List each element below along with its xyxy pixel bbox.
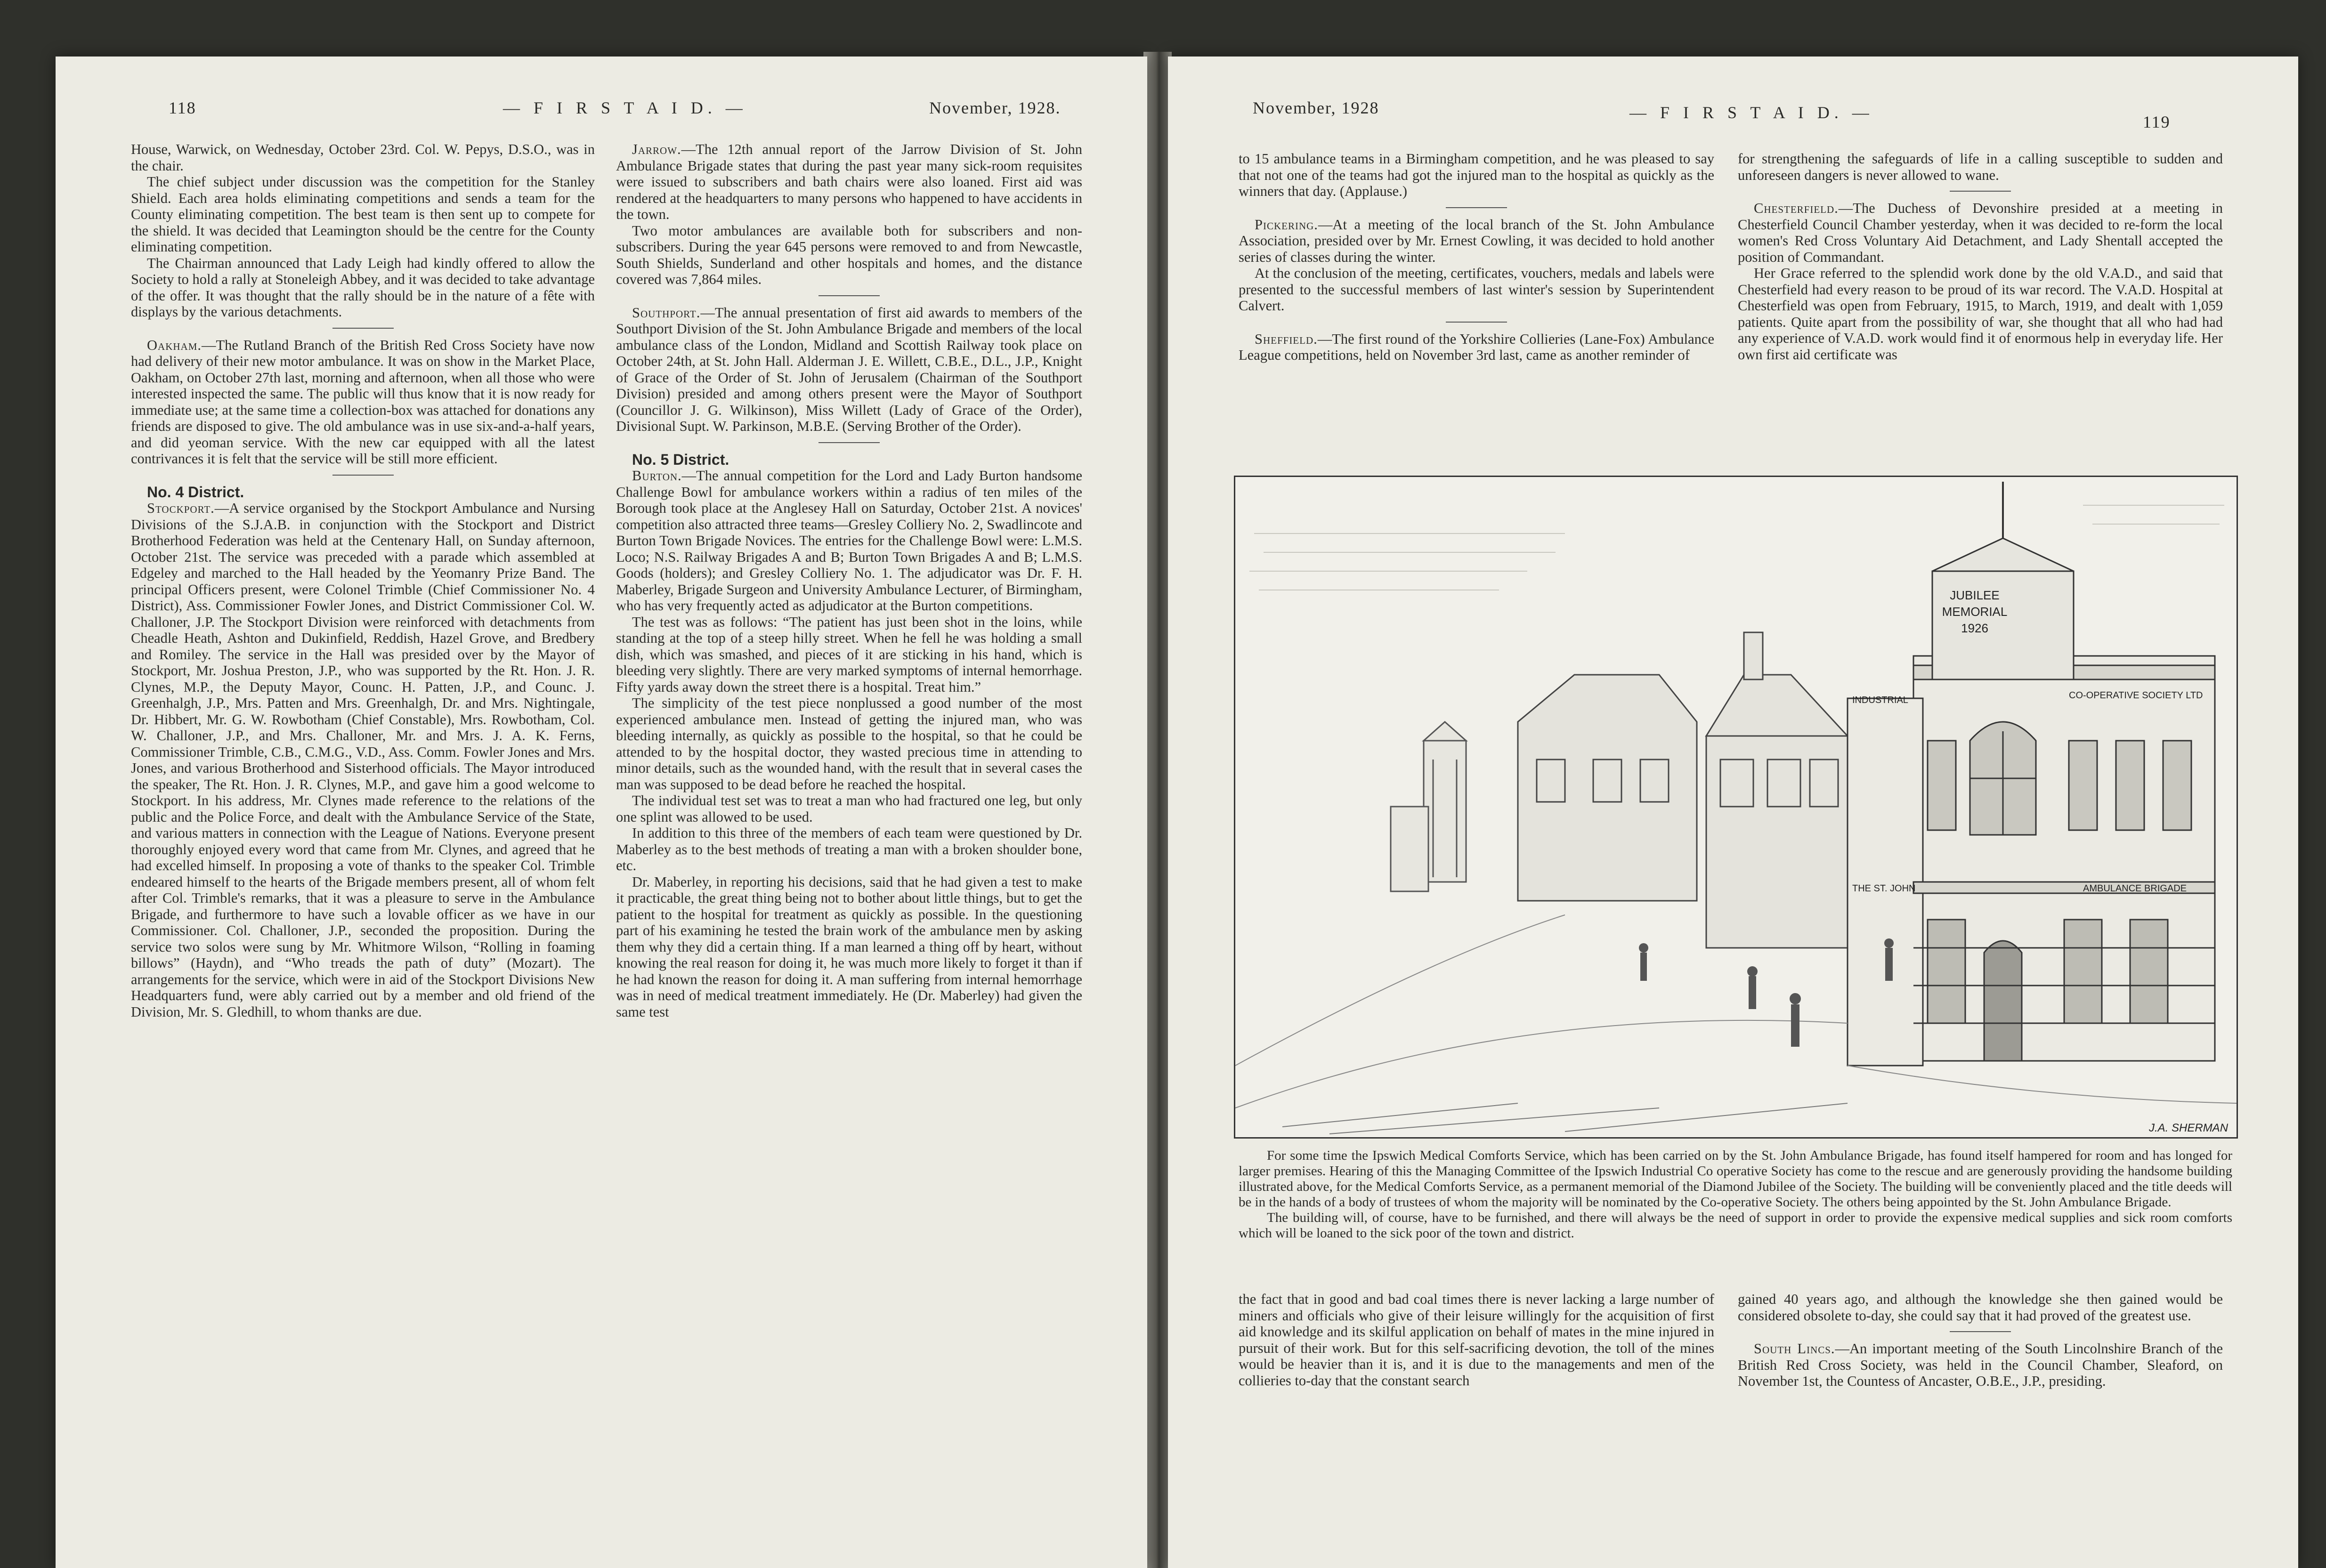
section-rule	[1950, 1331, 2011, 1332]
paragraph: Her Grace referred to the splendid work done by the old V.A.D., and said that Chesterfield had every reason to be proud of its war record. The V.A.D. Hospital at Chesterfield was open from February, 1915, to March, 1919, and dealt with 1,059 patients. Quite apart from the possibility of war, she thought that all who had had any experience of V.A.D. work would find it of enormous help in everyday life. Her own first aid certificate was	[1738, 265, 2223, 363]
article-sheffield	[1239, 331, 1714, 364]
district-heading: No. 4 District.	[147, 483, 244, 501]
sign-year: 1926	[1961, 621, 1988, 635]
page-number: 118	[169, 98, 196, 117]
right-column-1-bottom	[1239, 1291, 1714, 1389]
paragraph: The test was as follows: “The patient has just been shot in the loins, while standing at the top of a steep hilly street. When he fell he was holding a small dish, which was smashed, and pieces of it are sticking in his hand, which is bleeding very slightly. There are very marked symptoms of internal hemorrhage. Fifty yards away down the street there is a hospital. Treat him.”	[616, 614, 1082, 695]
paragraph: The chief subject under discussion was the competition for the Stanley Shield. Each area holds eliminating competitions and sends a team for the County eliminating competition. The best team is then sent up to compete for the shield. It was decided that Leamington should be the centre for the County eliminating competition.	[131, 174, 595, 255]
section-rule	[1446, 322, 1507, 323]
left-column-2	[616, 141, 1082, 1020]
place-heading: Sheffield.	[1255, 331, 1318, 347]
artist-signature: J.A. SHERMAN	[2149, 1122, 2229, 1134]
section-rule	[332, 328, 394, 329]
place-heading: Jarrow.	[632, 141, 681, 157]
place-heading: Oakham.	[147, 337, 202, 353]
caption-paragraph: For some time the Ipswich Medical Comforts Service, which has been carried on by the St. John Ambulance Brigade, has found itself hampered for room and has longed for larger premises. Hearing of this the Managing Committee of the Ipswich Industrial Co operative Society has come to the rescue and are generously providing the handsome building illustrated above, for the Medical Comforts Service, as a permanent memorial of the Diamond Jubilee of the Society. The building will be conveniently placed and the title deeds will be in the hands of a body of trustees of whom the majority will be nominated by the Co-operative Society. The others being appointed by the St. John Ambulance Brigade.	[1239, 1148, 2232, 1210]
paragraph: At the conclusion of the meeting, certificates, vouchers, medals and labels were presented to the successful members of last winter's session by Superintendent Calvert.	[1239, 265, 1714, 314]
article-southport	[616, 305, 1082, 435]
article-text: —The first round of the Yorkshire Collieries (Lane-Fox) Ambulance League competitions, held on November 3rd last, came as another reminder of	[1239, 331, 1714, 363]
article-text: —A service organised by the Stockport Ambulance and Nursing Divisions of the S.J.A.B. in conjunction with the Stockport and District Brotherhood Federation was held at the Centenary Hall, on Sunday afternoon, October 21st. The service was preceded with a parade which assembled at Edgeley and marched to the Hall headed by the Yeomanry Prize Band. The principal Officers present, were Colonel Trimble (Chief Commissioner No. 4 District), Ass. Commissioner Fowler Jones, and District Commissioner Col. W. Challoner, J.P. The Stockport Division were reinforced with detachments from Cheadle Heath, Ashton and Dukinfield, Reddish, Hazel Grove, and Bredbery and Romiley. The service in the Hall was presided over by the Mayor of Stockport, Mr. Joshua Preston, J.P., who was supported by the Rt. Hon. J. R. Clynes, M.P., the Deputy Mayor, Counc. H. Patten, J.P., and Counc. J. Greenhalgh, J.P., Mrs. Patten and Mrs. Greenhalgh, Dr. and Mrs. Nightingale, Dr. Hibbert, Mr. G. W. Rowbotham (Chief Constable), Mrs. Rowbotham, Col. W. Challoner, J.P., and Mrs. Challoner, Mr. and Mrs. J. A. K. Ferns, Commissioner Trimble, C.B., C.M.G., V.D., Ass. Comm. Fowler Jones and Mrs. Jones, and various Brotherhood and Sisterhood officials. The Mayor introduced the speaker, The Rt. Hon. J. R. Clynes, M.P., and gave him a good welcome to Stockport. In his address, Mr. Clynes made reference to the relations of the public and the Police Force, and dealt with the Ambulance Service of the State, and various matters in connection with the League of Nations. Everyone present thoroughly enjoyed every word that came from Mr. Clynes, and agreed that he had excelled himself. In proposing a vote of thanks to the speaker Col. Trimble endeared himself to the hearts of the Brigade members present, all of whom felt after Col. Trimble's remarks, that it was a pleasure to serve in the Ambulance Brigade, and furthermore to have such a lovable officer as we have in our Commissioner. Col. Challoner, J.P., seconded the proposition. During the service two solos were sung by Mr. Whitmore Wilson, “Rolling in foaming billows” (Haydn), and “Who treads the path of duty” (Mozart). The arrangements for the service, which were in aid of the Stockport Divisions New Headquarters fund, were ably carried out by a member and old friend of the Division, Mr. S. Gledhill, to whom thanks are due.	[131, 500, 595, 1020]
place-heading: Chesterfield.	[1754, 200, 1839, 216]
article-chesterfield	[1738, 200, 2223, 265]
article-south-lincs	[1738, 1341, 2223, 1390]
place-heading: Pickering.	[1255, 216, 1318, 233]
article-text: —The annual competition for the Lord and Lady Burton handsome Challenge Bowl for ambulance workers within a radius of ten miles of the Borough took place at the Anglesey Hall on Saturday, October 21st. A novices' competition also attracted three teams—Gresley Colliery No. 2, Swadlincote and Burton Town Brigade Novices. The entries for the Challenge Bowl were: L.M.S. Loco; N.S. Railway Brigades A and B; Burton Town Brigades A and B; L.M.S. Goods (holders); and Gresley Colliery No. 1. The adjudicator was Dr. F. H. Maberley, Brigade Surgeon and University Ambulance Lecturer, of Birmingham, who has very frequently acted as adjudicator at the Burton competitions.	[616, 468, 1082, 614]
article-oakham	[131, 337, 595, 467]
article-text: —At a meeting of the local branch of the St. John Ambulance Association, presided over by Mr. Ernest Cowling, it was decided to hold another series of classes during the winter.	[1239, 216, 1714, 265]
sign-st-john: THE ST. JOHN	[1852, 883, 1916, 894]
book-gutter	[1143, 52, 1172, 1568]
article-text: —The Duchess of Devonshire presided at a meeting in Chesterfield Council Chamber yesterday, when it was decided to re-form the local women's Red Cross Voluntary Aid Detachment, and Lady Shentall accepted the position of Commandant.	[1738, 200, 2223, 265]
issue-date: November, 1928.	[929, 98, 1061, 117]
place-heading: Burton.	[632, 468, 682, 484]
paragraph: gained 40 years ago, and although the knowledge she then gained would be considered obsolete to-day, she could say that it had proved of the greatest use.	[1738, 1291, 2223, 1324]
journal-title: — F I R S T A I D. —	[1629, 103, 1874, 122]
journal-title: — F I R S T A I D. —	[503, 98, 747, 117]
building-illustration	[1234, 476, 2238, 1139]
paragraph: In addition to this three of the members of each team were questioned by Dr. Maberley as to the best methods of treating a man with a broken shoulder bone, etc.	[616, 825, 1082, 873]
sign-industrial: INDUSTRIAL	[1852, 695, 1908, 705]
sign-jubilee: JUBILEE	[1950, 588, 2000, 602]
article-burton	[616, 468, 1082, 614]
issue-date: November, 1928	[1253, 98, 1379, 117]
right-column-2-bottom	[1738, 1291, 2223, 1390]
right-column-1-top	[1239, 151, 1714, 364]
illustration-caption	[1239, 1148, 2232, 1241]
sign-memorial: MEMORIAL	[1942, 605, 2008, 619]
paragraph: The individual test set was to treat a man who had fractured one leg, but only one splint was allowed to be used.	[616, 792, 1082, 825]
caption-paragraph: The building will, of course, have to be furnished, and there will always be the need of support in order to provide the expensive medical supplies and sick room comforts which will be loaned to the sick poor of the town and district.	[1239, 1210, 2232, 1241]
section-rule	[332, 475, 394, 476]
left-page	[56, 57, 1147, 1568]
page-number: 119	[2143, 113, 2171, 131]
paragraph: The Chairman announced that Lady Leigh had kindly offered to allow the Society to hold a rally at Stoneleigh Abbey, and it was decided to take advantage of the offer. It was thought that the rally should be in the nature of a fête with displays by the various detachments.	[131, 255, 595, 320]
paragraph: the fact that in good and bad coal times there is never lacking a large number of miners and officials who give of their leisure willingly for the acquisition of first aid knowledge and its skilful application on behalf of mates in the mine injured in pursuit of their work. But for this self-sacrificing devotion, the toll of the mines would be heavier than it is, and it is due to the managements and men of the collieries to-day that the constant search	[1239, 1291, 1714, 1389]
article-stockport	[131, 500, 595, 1020]
paragraph: House, Warwick, on Wednesday, October 23rd. Col. W. Pepys, D.S.O., was in the chair.	[131, 141, 595, 174]
section-rule	[819, 442, 880, 443]
place-heading: South Lincs.	[1754, 1341, 1835, 1357]
right-page	[1168, 57, 2298, 1568]
ambulance-building-drawing	[1235, 477, 2237, 1137]
paragraph: Two motor ambulances are available both for subscribers and non-subscribers. During the year 645 persons were removed to and from Newcastle, South Shields, Sunderland and other hospitals and homes, and the distance covered was 7,864 miles.	[616, 222, 1082, 287]
section-rule	[1950, 191, 2011, 192]
article-text: —The annual presentation of first aid awards to members of the Southport Division of the St. John Ambulance Brigade and members of the local ambulance class of the London, Midland and Scottish Railway took place on October 24th, at St. John Hall. Alderman J. E. Willett, C.B.E., D.L., J.P., Knight of Grace of the Order of St. John of Jerusalem (Chairman of the Southport Division) presided and among others present were the Mayor of Southport (Councillor J. G. Wilkinson), Miss Willett (Lady of Grace of the Order), Divisional Supt. W. Parkinson, M.B.E. (Serving Brother of the Order).	[616, 304, 1082, 434]
right-column-2-top	[1738, 151, 2223, 363]
section-rule	[819, 295, 880, 296]
paragraph: The simplicity of the test piece nonplussed a good number of the most experienced ambulance men. Instead of getting the injured man, who was bleeding internally, as quickly as possible to the hospital, so that he could be attended to by the hospital doctor, they wasted precious time in attending to minor details, such as the wounded hand, with the result that in several cases the man was supposed to be dead before he reached the hospital.	[616, 695, 1082, 792]
place-heading: Stockport.	[147, 500, 215, 516]
sign-co-operative: CO-OPERATIVE SOCIETY LTD	[2069, 690, 2203, 701]
paragraph: Dr. Maberley, in reporting his decisions, said that he had given a test to make it practicable, the great thing being not to bother about little things, but to get the patient to the hospital for treatment as quickly as possible. In the questioning part of his examining he tested the brain work of the ambulance men by asking them why they did a certain thing. If a man learned a thing off by heart, without knowing the real reason for doing it, he was much more likely to forget it than if he had known the reason for doing it. A man suffering from internal hemorrhage was in need of medical treatment immediately. He (Dr. Maberley) had given the same test	[616, 873, 1082, 1020]
article-text: —An important meeting of the South Lincolnshire Branch of the British Red Cross Society, was held in the Council Chamber, Sleaford, on November 1st, the Countess of Ancaster, O.B.E., J.P., presiding.	[1738, 1341, 2223, 1389]
left-column-1	[131, 141, 595, 1020]
paragraph: to 15 ambulance teams in a Birmingham competition, and he was pleased to say that not one of the teams had got the injured man to the hospital as quickly as the winners that day. (Applause.)	[1239, 151, 1714, 199]
sign-ambulance-brigade: AMBULANCE BRIGADE	[2083, 883, 2187, 894]
place-heading: Southport.	[632, 304, 701, 321]
article-pickering	[1239, 217, 1714, 266]
section-rule	[1446, 207, 1507, 208]
article-jarrow	[616, 141, 1082, 223]
article-text: —The 12th annual report of the Jarrow Division of St. John Ambulance Brigade states that during the past year many sick-room requisites were issued to subscribers and bath chairs were also loaned. First aid was rendered at the headquarters to many persons who happened to have accidents in the town.	[616, 141, 1082, 222]
paragraph: for strengthening the safeguards of life in a calling susceptible to sudden and unforeseen dangers is never allowed to wane.	[1738, 151, 2223, 183]
article-text: —The Rutland Branch of the British Red Cross Society have now had delivery of their new motor ambulance. It was on show in the Market Place, Oakham, on October 27th last, morning and afternoon, when all those who were interested inspected the same. The public will thus know that it is now ready for immediate use; at the same time a collection-box was attached for donations any friends are disposed to give. The old ambulance was in use six-and-a-half years, and did yeoman service. With the new car equipped with all the latest contrivances it is felt that the service will be still more efficient.	[131, 337, 595, 467]
district-heading: No. 5 District.	[632, 451, 729, 468]
